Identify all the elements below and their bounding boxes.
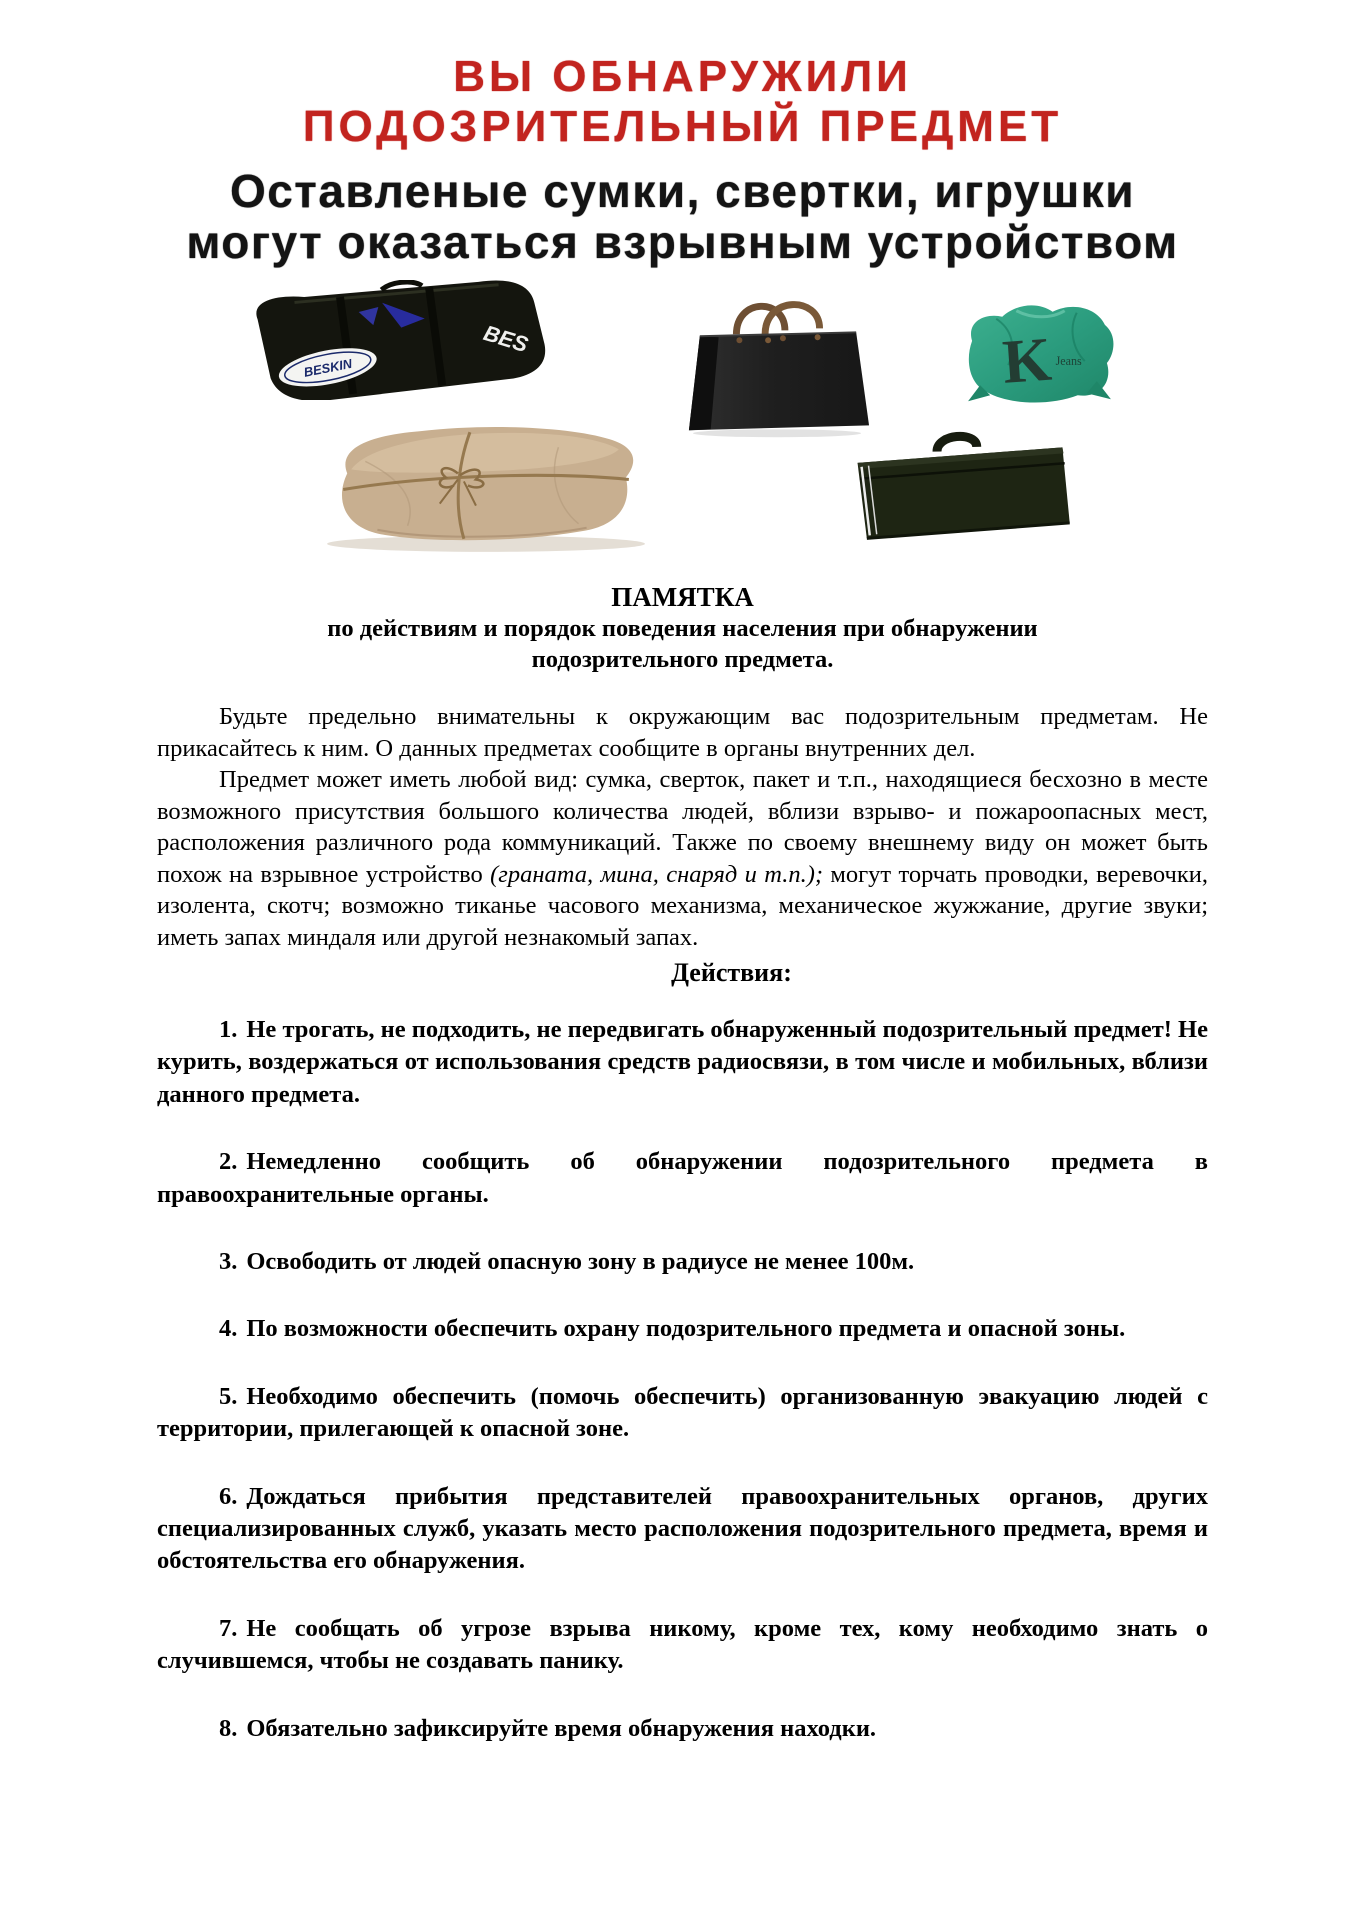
action-text: Немедленно сообщить об обнаружении подозрительного предмета в правоохранительные органы. <box>157 1148 1208 1208</box>
description-part1: Предмет может иметь любой вид: сумка, сверток, пакет и т.п., находящиеся бесхозно в месте возможного присутствия большого количества людей, вблизи взрыво- и пожароопасных мест, расположения различного рода коммуникаций. Также по своему внешнему виду он может быть похож на взрывное устройство <box>157 766 1208 888</box>
action-item-5 <box>157 1381 1208 1446</box>
actions-heading: Действия: <box>671 958 792 987</box>
action-number: 6. <box>219 1482 238 1510</box>
action-text: Не трогать, не подходить, не передвигать обнаруженный подозрительный предмет! Не курить, воздержаться от использования средств радиосвязи, в том числе и мобильных, вблизи данного предмета. <box>157 1016 1208 1108</box>
action-item-2 <box>157 1146 1208 1211</box>
briefcase-image <box>846 425 1075 543</box>
duffel-bag-logo-text: BESKIN <box>302 355 354 380</box>
poster-subtitle-line1: Оставленые сумки, свертки, игрушки <box>229 165 1136 217</box>
suspicious-objects-illustration <box>157 270 1208 562</box>
action-number: 7. <box>219 1614 238 1642</box>
description-paragraph <box>157 764 1208 953</box>
action-item-3 <box>157 1246 1208 1278</box>
action-number: 8. <box>219 1714 238 1742</box>
memo-subtitle-line1: по действиям и порядок поведения населения при обнаружении <box>327 615 1038 642</box>
description-italic: (граната, мина, снаряд и т.п.); <box>490 860 824 888</box>
action-number: 3. <box>219 1248 238 1276</box>
action-text: По возможности обеспечить охрану подозрительного предмета и опасной зоны. <box>246 1315 1126 1343</box>
intro-paragraph: Будьте предельно внимательны к окружающим вас подозрительным предметам. Не прикасайтесь к ним. О данных предметах сообщите в органы внутренних дел. <box>157 703 1208 762</box>
poster-subtitle-line2: могут оказаться взрывным устройством <box>186 216 1179 268</box>
poster-subtitle <box>157 166 1208 268</box>
action-number: 1. <box>219 1016 238 1043</box>
action-text: Обязательно зафиксируйте время обнаружения находки. <box>246 1714 877 1742</box>
action-number: 4. <box>219 1315 238 1343</box>
action-text: Дождаться прибытия представителей правоохранительных органов, других специализированных служб, указать место расположения подозрительного предмета, время и обстоятельства его обнаружения. <box>157 1482 1208 1575</box>
action-item-6 <box>157 1481 1208 1578</box>
action-item-7 <box>157 1613 1208 1678</box>
description-part2: могут торчать проводки, веревочки, изолента, скотч; возможно тиканье часового механизма, механическое жужжание, другие звуки; иметь запах миндаля или другой незнакомый запах. <box>157 860 1209 951</box>
plastic-bag-letter-text: K <box>1000 324 1054 397</box>
paper-shopping-bag-image <box>680 288 873 438</box>
poster-title-line2: ПОДОЗРИТЕЛЬНЫЙ ПРЕДМЕТ <box>302 102 1063 151</box>
action-item-4 <box>157 1313 1208 1345</box>
plastic-bag-small-text: Jeans <box>1055 354 1082 369</box>
poster-title-line1: ВЫ ОБНАРУЖИЛИ <box>453 52 912 101</box>
duffel-bag-side-logo-text: BES <box>480 320 532 358</box>
duffel-bag-image <box>235 280 553 400</box>
plastic-bag-image <box>956 298 1122 410</box>
action-item-8 <box>157 1713 1208 1745</box>
wrapped-parcel-image <box>307 416 659 554</box>
action-number: 5. <box>219 1382 238 1410</box>
memo-subtitle-line2: подозрительного предмета. <box>531 646 834 673</box>
action-number: 2. <box>219 1148 238 1176</box>
action-item-1 <box>157 1014 1208 1111</box>
action-text: Не сообщать об угрозе взрыва никому, кроме тех, кому необходимо знать о случившемся, чтобы не создавать панику. <box>157 1614 1208 1675</box>
action-text: Необходимо обеспечить (помочь обеспечить) организованную эвакуацию людей с территории, прилегающей к опасной зоне. <box>157 1382 1208 1443</box>
memo-title: ПАМЯТКА <box>611 582 754 612</box>
action-text: Освободить от людей опасную зону в радиусе не менее 100м. <box>246 1248 915 1276</box>
poster-title <box>157 52 1208 152</box>
